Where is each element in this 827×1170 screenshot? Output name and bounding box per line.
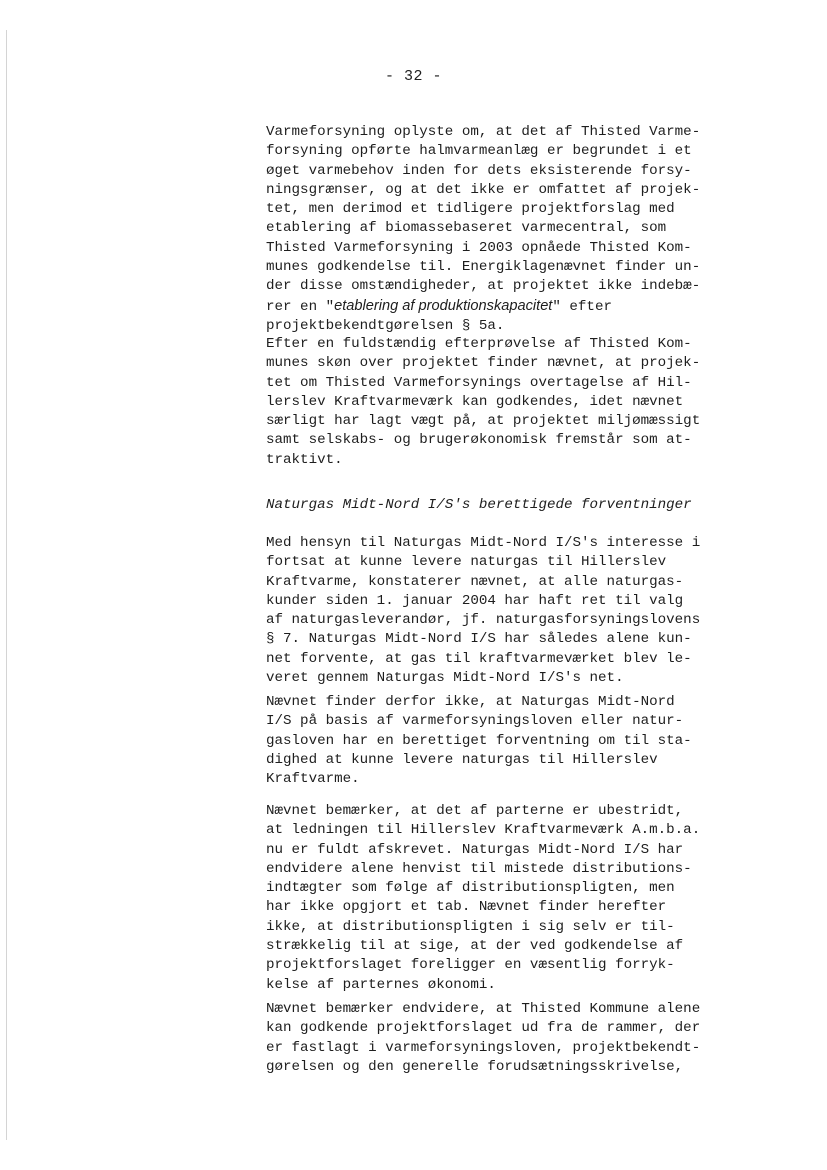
text-line: Kraftvarme, konstaterer nævnet, at alle naturgas-: [266, 573, 684, 590]
text-line: veret gennem Naturgas Midt-Nord I/S's net.: [266, 670, 624, 687]
text-line: samt selskabs- og brugerøkonomisk fremstår som at-: [266, 432, 692, 449]
text-line: Kraftvarme.: [266, 771, 360, 788]
text-line: Thisted Varmeforsyning i 2003 opnåede Thisted Kom-: [266, 239, 692, 256]
text-line: traktivt.: [266, 451, 343, 468]
text-line: øget varmebehov inden for dets eksisterende forsy-: [266, 162, 692, 179]
text-line: er fastlagt i varmeforsyningsloven, projektbekendt-: [266, 1039, 701, 1056]
text-line-with-quote: [266, 297, 756, 317]
text-line: Nævnet bemærker, at det af parterne er ubestridt,: [266, 803, 684, 819]
text-line: forsyning opførte halmvarmeanlæg er begrundet i et: [266, 143, 692, 160]
quote-open: rer en ": [266, 298, 335, 315]
text-line: Med hensyn til Naturgas Midt-Nord I/S's interesse i: [266, 535, 701, 551]
text-line: net forvente, at gas til kraftvarmeværket blev le-: [266, 650, 692, 667]
paragraph-4: [266, 693, 756, 789]
section-heading-text: Naturgas Midt-Nord I/S's berettigede forventninger: [266, 497, 692, 513]
text-line: Nævnet finder derfor ikke, at Naturgas Midt-Nord: [266, 694, 675, 710]
paragraph-5: [266, 802, 756, 995]
paragraph-3: [266, 534, 756, 688]
scan-edge-line: [6, 30, 7, 1140]
text-line: at ledningen til Hillerslev Kraftvarmeværk A.m.b.a.: [266, 822, 701, 839]
paragraph-2: [266, 335, 756, 470]
paragraph-1: [266, 123, 756, 336]
text-line: har ikke opgjort et tab. Nævnet finder herefter: [266, 899, 667, 916]
text-line: der disse omstændigheder, at projektet ikke indebæ-: [266, 278, 701, 295]
text-line: endvidere alene henvist til mistede distributions-: [266, 860, 692, 877]
text-line: kan godkende projektforslaget ud fra de rammer, der: [266, 1020, 701, 1037]
text-line: kelse af parternes økonomi.: [266, 976, 496, 993]
text-line: gørelsen og den generelle forudsætningsskrivelse,: [266, 1058, 684, 1075]
text-line: af naturgasleverandør, jf. naturgasforsyningslovens: [266, 612, 701, 629]
text-line: tet, men derimod et tidligere projektforslag med: [266, 201, 675, 218]
section-heading: [266, 496, 756, 515]
page-number: - 32 -: [384, 68, 442, 85]
text-line: tet om Thisted Varmeforsynings overtagelse af Hil-: [266, 374, 692, 391]
text-line: munes skøn over projektet finder nævnet, at projek-: [266, 355, 701, 372]
text-line: fortsat at kunne levere naturgas til Hillerslev: [266, 554, 667, 571]
text-line: nu er fuldt afskrevet. Naturgas Midt-Nord I/S har: [266, 841, 684, 858]
text-line: Efter en fuldstændig efterprøvelse af Thisted Kom-: [266, 336, 692, 352]
text-line: strækkelig til at sige, at der ved godkendelse af: [266, 938, 684, 955]
text-line: § 7. Naturgas Midt-Nord I/S har således alene kun-: [266, 631, 692, 648]
text-line: projektbekendtgørelsen § 5a.: [266, 317, 505, 334]
quote-close: " efter: [552, 298, 612, 315]
text-line: gasloven har en berettiget forventning om til sta-: [266, 732, 692, 749]
text-line: kunder siden 1. januar 2004 har haft ret til valg: [266, 592, 684, 609]
text-line: I/S på basis af varmeforsyningsloven eller natur-: [266, 713, 684, 730]
text-line: ningsgrænser, og at det ikke er omfattet af projek-: [266, 181, 701, 198]
text-line: Varmeforsyning oplyste om, at det af Thisted Varme-: [266, 124, 701, 140]
text-line: munes godkendelse til. Energiklagenævnet finder un-: [266, 259, 701, 276]
text-line: projektforslaget foreligger en væsentlig forryk-: [266, 957, 675, 974]
paragraph-6: [266, 1000, 756, 1077]
text-line: etablering af biomassebaseret varmecentral, som: [266, 220, 667, 237]
text-line: dighed at kunne levere naturgas til Hillerslev: [266, 751, 658, 768]
text-line: indtægter som følge af distributionspligten, men: [266, 880, 675, 897]
quoted-term: etablering af produktionskapacitet: [334, 297, 553, 314]
text-line: ikke, at distributionspligten i sig selv er til-: [266, 918, 675, 935]
text-line: særligt har lagt vægt på, at projektet miljømæssigt: [266, 413, 701, 430]
text-line: lerslev Kraftvarmeværk kan godkendes, idet nævnet: [266, 393, 684, 410]
text-line: Nævnet bemærker endvidere, at Thisted Kommune alene: [266, 1001, 701, 1017]
